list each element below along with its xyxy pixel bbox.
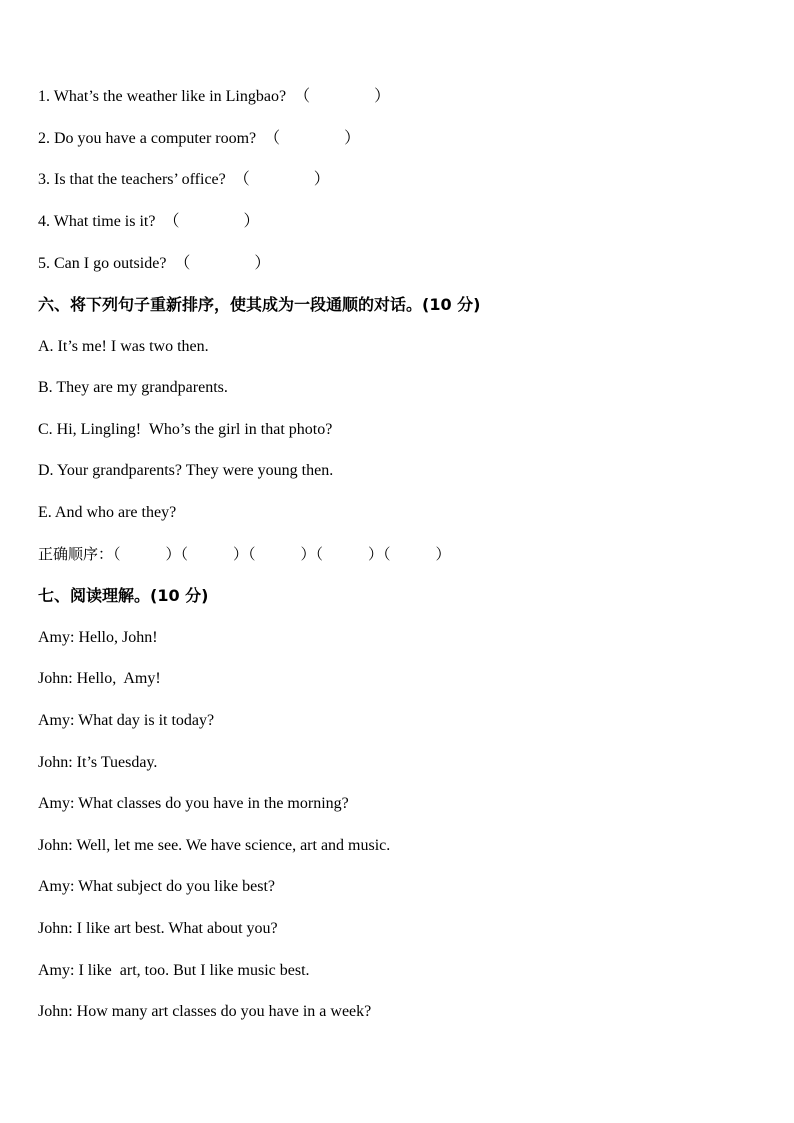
- dialogue-line: Amy: What day is it today?: [38, 712, 215, 729]
- dialogue-line: Amy: I like art, too. But I like music best.: [38, 962, 310, 979]
- sentence-e: E. And who are they?: [38, 504, 177, 521]
- dialogue-line: John: Hello, Amy!: [38, 670, 161, 687]
- dialogue-line: John: It’s Tuesday.: [38, 754, 158, 771]
- dialogue-line: Amy: What classes do you have in the morning?: [38, 795, 349, 812]
- dialogue-line: Amy: What subject do you like best?: [38, 878, 275, 895]
- answer-blank: （ ）: [174, 255, 271, 272]
- section-6-heading: 六、将下列句子重新排序，使其成为一段通顺的对话。(10 分): [38, 295, 481, 314]
- order-row: [38, 544, 451, 564]
- question-4: [38, 212, 259, 232]
- dialogue-line: Amy: Hello, John!: [38, 629, 158, 646]
- sentence-d: D. Your grandparents? They were young then.: [38, 462, 334, 479]
- answer-blank: （ ）: [163, 213, 260, 230]
- question-5: [38, 254, 270, 274]
- answer-blank: （ ）: [294, 88, 391, 105]
- question-1: [38, 87, 390, 107]
- question-text: 4. What time is it?: [38, 213, 156, 230]
- order-blanks: （ ）（ ）（ ）（ ）（ ）: [113, 545, 451, 563]
- answer-blank: （ ）: [233, 171, 330, 188]
- question-text: 1. What’s the weather like in Lingbao?: [38, 88, 287, 105]
- sentence-c: C. Hi, Lingling! Who’s the girl in that photo?: [38, 421, 333, 438]
- order-label: 正确顺序：: [38, 545, 114, 563]
- dialogue-line: John: Well, let me see. We have science, art and music.: [38, 837, 391, 854]
- question-text: 5. Can I go outside?: [38, 255, 167, 272]
- answer-blank: （ ）: [264, 130, 361, 147]
- dialogue-line: John: How many art classes do you have in a week?: [38, 1003, 372, 1020]
- sentence-a: A. It’s me! I was two then.: [38, 338, 209, 355]
- question-3: [38, 170, 330, 190]
- dialogue-line: John: I like art best. What about you?: [38, 920, 278, 937]
- question-2: [38, 129, 360, 149]
- sentence-b: B. They are my grandparents.: [38, 379, 228, 396]
- question-text: 2. Do you have a computer room?: [38, 130, 257, 147]
- section-7-heading: 七、阅读理解。(10 分): [38, 586, 209, 605]
- question-text: 3. Is that the teachers’ office?: [38, 171, 226, 188]
